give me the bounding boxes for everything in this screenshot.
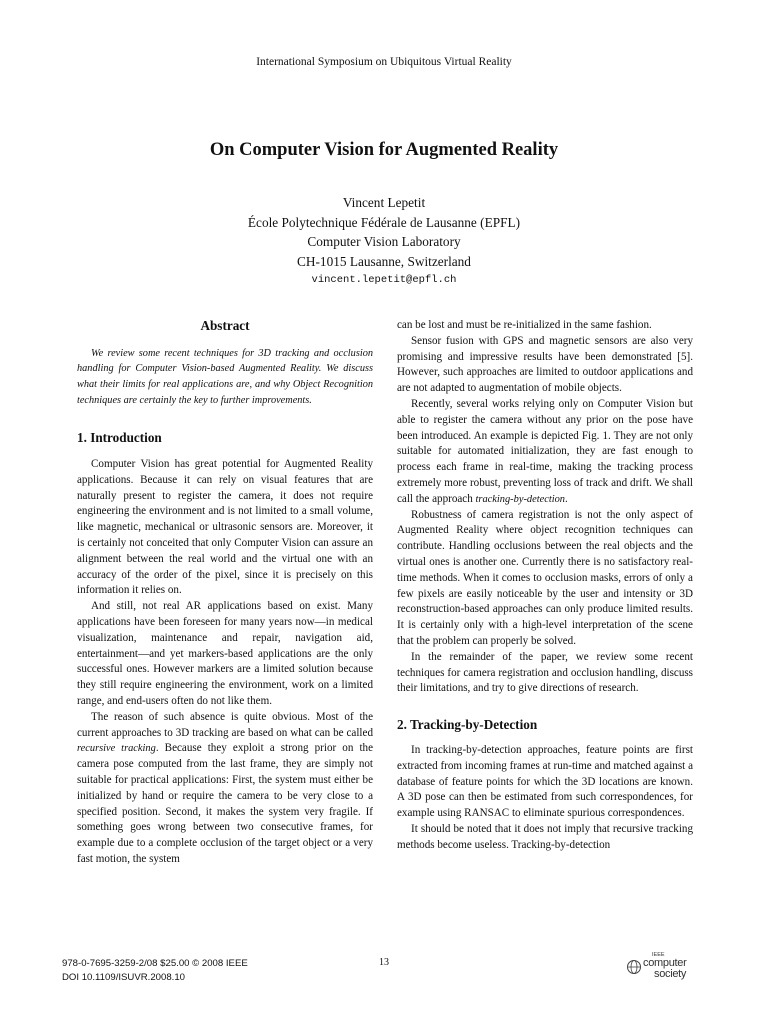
intro-paragraph-1: Computer Vision has great potential for Augmented Reality applications. Because it can rely on visual features that are naturally present to register the camera, it does not require engineering the environment and is not limited to a small volume, like magnetic, mechanical or ultrasonic sensors are. Moreover, it is certainly not conceited that only Computer Vision can assure an alignment between the real world and the virtual one with an accuracy of the order of the pixel, since it is precisely on this information it relies on.	[77, 457, 373, 597]
abstract-heading: Abstract	[200, 318, 250, 333]
intro-paragraph-2: And still, not real AR applications based on exist. Many applications have been foreseen for many years now—in medical visualization, maintenance and repair, navigation aid, entertainment—and yet markers-based applications are the only successful ones. However markers are a limited solution because they still require engineering the environment, work on a limited range, and end-users often do not like them.	[77, 600, 373, 707]
intro-paragraph-3-end: . Because they exploit a strong prior on the camera pose computed from the last frame, they are simply not suitable for practical applications: First, the system must either be initialized by hand or require the camera to be very close to a specified position. Second, it makes the system very fragile. If something goes wrong between two consecutive frames, for example due to a complete occlusion of the target object or a very fast motion, the system	[77, 742, 373, 865]
intro-paragraph-6: Robustness of camera registration is not the only aspect of Augmented Reality where object recognition techniques can contribute. Handling occlusions between the real objects and the virtual ones is another one. Currently there is no satisfactory real-time methods. When it comes to occlusion masks, errors of only a few pixels are easily noticeable by the user and intensity or 3D reconstruction-based approaches can only produce limited results. It is certainly only with a high-level interpretation of the scene that the problem can properly be solved.	[397, 508, 693, 647]
left-column	[77, 318, 373, 868]
affiliation-line-2: Computer Vision Laboratory	[307, 234, 461, 249]
section-heading-introduction: 1. Introduction	[77, 430, 162, 446]
tbd-paragraph-2: It should be noted that it does not imply that recursive tracking methods become useless. Tracking-by-detection	[397, 822, 693, 851]
term-tracking-by-detection: tracking-by-detection	[475, 493, 565, 505]
globe-icon	[626, 959, 642, 975]
abstract-text: We review some recent techniques for 3D tracking and occlusion handling for Computer Vision-based Augmented Reality. We discuss what their limits for real applications are, and why Object Recognition techniques are certainly the key to further improvements.	[77, 347, 373, 406]
affiliation-line-3: CH-1015 Lausanne, Switzerland	[297, 253, 471, 269]
logo-society-text: society	[654, 968, 687, 980]
intro-paragraph-4: Sensor fusion with GPS and magnetic sensors are also very promising and impressive results have been demonstrated [5]. However, such approaches are limited to outdoor applications and are not adapted to augmentation of mobile objects.	[397, 334, 693, 395]
author-block	[0, 193, 768, 290]
intro-paragraph-7: In the remainder of the paper, we review some recent techniques for camera registration and occlusion handling, discuss their limitations, and try to give directions of research.	[397, 650, 693, 695]
paper-title: On Computer Vision for Augmented Reality	[209, 140, 559, 160]
term-recursive-tracking: recursive tracking	[77, 743, 156, 755]
page-number: 13	[379, 957, 389, 968]
right-column	[397, 318, 693, 854]
intro-paragraph-3-continued: can be lost and must be re-initialized in the same fashion.	[397, 319, 652, 331]
affiliation-line-1: École Polytechnique Fédérale de Lausanne (EPFL)	[247, 214, 521, 230]
intro-paragraph-5-end: .	[564, 492, 568, 505]
ieee-computer-society-logo	[626, 952, 706, 984]
intro-paragraph-5-start: Recently, several works relying only on Computer Vision but able to register the camera without any prior on the pose have been introduced. An example is depicted Fig. 1. They are not only suitable for automated initialization, they are fast enough to process each frame in real-time, making the tracking process extremely more robust, preventing loss of track and drift. We shall call the approach	[397, 397, 693, 505]
intro-paragraph-3	[77, 710, 373, 868]
tbd-paragraph-1: In tracking-by-detection approaches, feature points are first extracted from incoming frames at run-time and matched against a database of feature points for which the 3D locations are known. A 3D pose can then be estimated from such correspondences, for example using RANSAC to eliminate spurious correspondences.	[397, 743, 693, 820]
logo-computer-text: computer	[643, 957, 687, 969]
intro-paragraph-5	[397, 397, 693, 508]
author-name: Vincent Lepetit	[342, 195, 426, 210]
conference-header: International Symposium on Ubiquitous Virtual Reality	[256, 56, 512, 68]
section-heading-tracking-by-detection: 2. Tracking-by-Detection	[397, 717, 538, 733]
footer-doi: DOI 10.1109/ISUVR.2008.10	[62, 971, 186, 983]
logo-ieee-text: IEEE	[652, 952, 665, 958]
intro-paragraph-3-start: The reason of such absence is quite obvious. Most of the current approaches to 3D tracking are based on what can be called	[77, 710, 373, 739]
footer-isbn: 978-0-7695-3259-2/08 $25.00 © 2008 IEEE	[62, 958, 248, 969]
author-email: vincent.lepetit@epfl.ch	[311, 274, 457, 286]
